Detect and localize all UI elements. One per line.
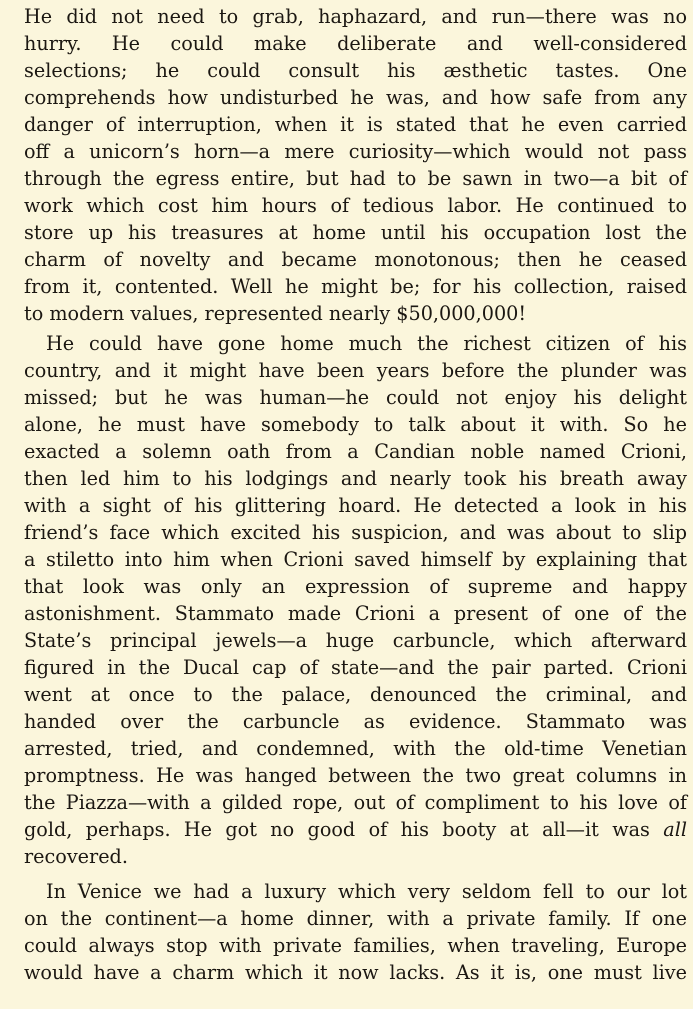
text-line: danger of interruption, when it is stated that he even carried <box>24 113 687 136</box>
paragraph-2 <box>0 330 693 870</box>
text-line: with a sight of his glittering hoard. He detected a look in his <box>24 494 687 517</box>
text-line: exacted a solemn oath from a Candian noble named Crioni, <box>24 440 687 463</box>
text-line: work which cost him hours of tedious labor. He continued to <box>24 194 687 217</box>
text-line: recovered. <box>24 845 128 868</box>
text-line: from it, contented. Well he might be; for his collection, raised <box>24 275 687 298</box>
text-line: would have a charm which it now lacks. As it is, one must live <box>24 961 687 984</box>
text-line: friend’s face which excited his suspicion, and was about to slip <box>24 521 687 544</box>
text-line: on the continent—a home dinner, with a private family. If one <box>24 907 687 930</box>
text-line: the Piazza—with a gilded rope, out of compliment to his love of <box>24 791 687 814</box>
text-line: He could have gone home much the richest citizen of his <box>46 332 687 355</box>
text-line: alone, he must have somebody to talk about it with. So he <box>24 413 687 436</box>
text-segment: gold, perhaps. He got no good of his booty at all—it was <box>24 818 664 841</box>
text-line: promptness. He was hanged between the two great columns in <box>24 764 687 787</box>
text-line: then led him to his lodgings and nearly took his breath away <box>24 467 687 490</box>
text-line: to modern values, represented nearly $50,000,000! <box>24 302 527 325</box>
text-line-with-emphasis <box>0 816 693 843</box>
text-line: selections; he could consult his æsthetic tastes. One <box>24 59 687 82</box>
text-line: arrested, tried, and condemned, with the old-time Venetian <box>24 737 687 760</box>
text-line: hurry. He could make deliberate and well-considered <box>24 32 687 55</box>
text-line: astonishment. Stammato made Crioni a present of one of the <box>24 602 687 625</box>
paragraph-3 <box>0 878 693 986</box>
text-line: went at once to the palace, denounced the criminal, and <box>24 683 687 706</box>
text-line: missed; but he was human—he could not enjoy his delight <box>24 386 687 409</box>
text-line: State’s principal jewels—a huge carbuncle, which afterward <box>24 629 687 652</box>
text-line: off a unicorn’s horn—a mere curiosity—which would not pass <box>24 140 687 163</box>
text-line: figured in the Ducal cap of state—and the pair parted. Crioni <box>24 656 687 679</box>
text-line: country, and it might have been years before the plunder was <box>24 359 687 382</box>
text-line: handed over the carbuncle as evidence. Stammato was <box>24 710 687 733</box>
emphasis-word: all <box>663 818 687 841</box>
text-line: In Venice we had a luxury which very seldom fell to our lot <box>46 880 687 903</box>
text-line: could always stop with private families, when traveling, Europe <box>24 934 687 957</box>
text-line: store up his treasures at home until his occupation lost the <box>24 221 687 244</box>
text-line: He did not need to grab, haphazard, and run—there was no <box>24 5 687 28</box>
text-line: comprehends how undisturbed he was, and how safe from any <box>24 86 687 109</box>
text-line: charm of novelty and became monotonous; then he ceased <box>24 248 687 271</box>
text-line: that look was only an expression of supreme and happy <box>24 575 687 598</box>
text-line: through the egress entire, but had to be sawn in two—a bit of <box>24 167 687 190</box>
text-line: a stiletto into him when Crioni saved himself by explaining that <box>24 548 687 571</box>
paragraph-1 <box>0 3 693 327</box>
